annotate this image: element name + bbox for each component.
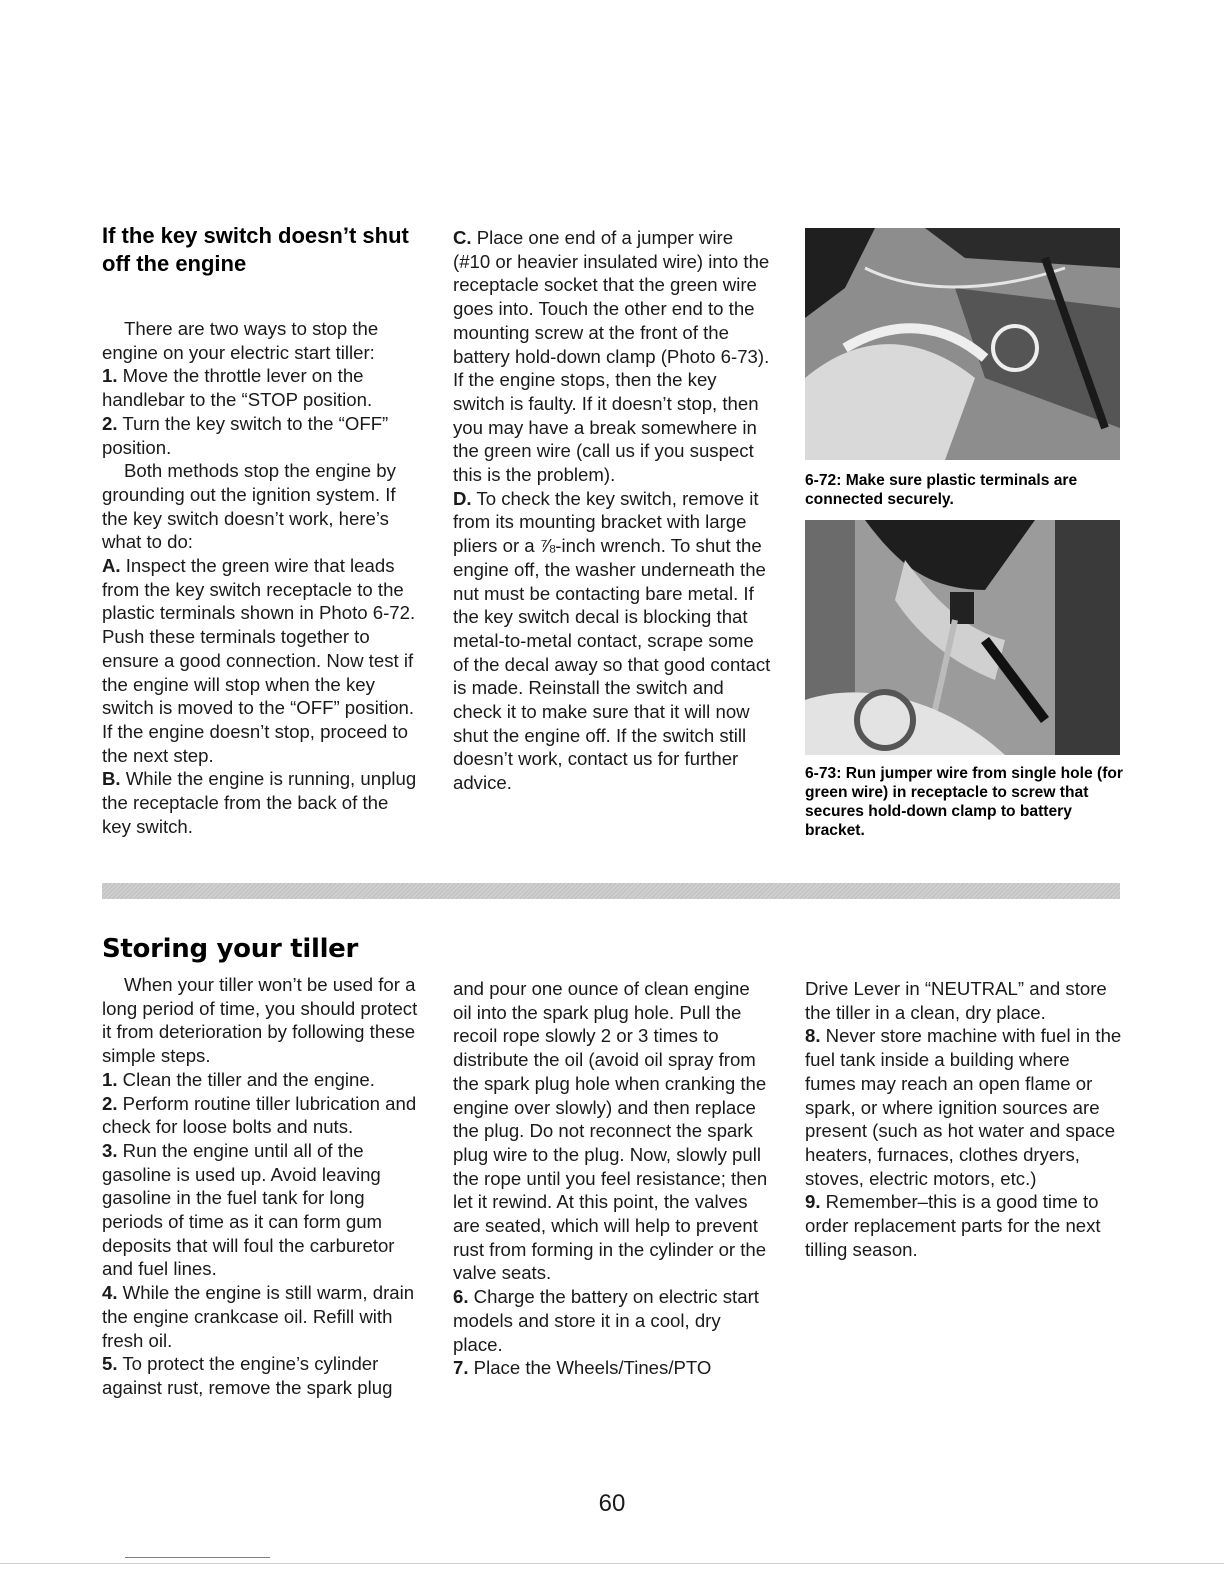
photo-6-72-image [805, 228, 1120, 460]
step-label: 1. [102, 365, 118, 387]
paragraph-text: Move the throttle lever on the handlebar to the “STOP position. [102, 365, 373, 411]
section2-col3-body [805, 977, 1123, 1261]
paragraph [102, 1281, 420, 1352]
step-label: 2. [102, 412, 118, 434]
step-label: B. [102, 768, 121, 790]
section1-col2-body [453, 226, 771, 795]
section2-heading: Storing your tiller [102, 934, 359, 964]
paragraph-text: Never store machine with fuel in the fuel tank inside a building where fumes may reach an open flame or spark, or where ignition sources are present (such as hot water and space heaters, furnaces, clothes dryers, stoves, electric motors, etc.) [805, 1025, 1122, 1189]
paragraph [453, 977, 771, 1285]
photo-6-72-caption [805, 471, 1125, 509]
step-label: C. [453, 227, 472, 248]
paragraph-text: Drive Lever in “NEUTRAL” and store the tiller in a clean, dry place. [805, 978, 1107, 1023]
footer-rule [0, 1563, 1224, 1564]
photo-6-73-caption-text: 6-73: Run jumper wire from single hole (for green wire) in receptacle to screw that secures hold-down clamp to battery bracket. [805, 765, 1123, 839]
step-label: 7. [453, 1357, 469, 1379]
paragraph-text: Run the engine until all of the gasoline is used up. Avoid leaving gasoline in the fuel tank for long periods of time as it can form gum deposits that will foul the carburetor and fuel lines. [102, 1139, 395, 1280]
section2-col1-body [102, 973, 420, 1400]
section2-col2 [453, 977, 771, 1380]
section2-col3 [805, 977, 1123, 1261]
photo-6-72-caption-text: 6-72: Make sure plastic terminals are connected securely. [805, 472, 1078, 508]
paragraph [805, 1024, 1123, 1190]
paragraph [453, 226, 771, 487]
paragraph-text: Remember–this is a good time to order replacement parts for the next tilling season. [805, 1191, 1101, 1260]
paragraph-text: To check the key switch, remove it from its mounting bracket with large pliers or a ⅞-inch wrench. To shut the engine off, the washer underneath the nut must be contacting bare metal. If the key switch decal is blocking that metal-to-metal contact, scrape some of the decal away so that good contact is made. Reinstall the switch and check it to make sure that it will now shut the engine off. If the switch still doesn’t work, contact us for further advice. [453, 487, 771, 794]
paragraph-text: Both methods stop the engine by grounding out the ignition system. If the key switch doesn’t work, here’s what to do: [102, 460, 396, 553]
paragraph [805, 1190, 1123, 1261]
paragraph-text: Charge the battery on electric start models and store it in a cool, dry place. [453, 1286, 759, 1355]
paragraph [805, 977, 1123, 1024]
step-label: 9. [805, 1191, 821, 1213]
paragraph-text: Inspect the green wire that leads from the key switch receptacle to the plastic terminals shown in Photo 6-72. Push these terminals together to ensure a good connection. Now test if the engine will stop when the key switch is moved to the “OFF” position. If the engine doesn’t stop, proceed to the next step. [102, 555, 416, 766]
photo-6-72 [805, 228, 1120, 460]
step-label: 2. [102, 1092, 118, 1114]
paragraph [102, 767, 420, 838]
section2-col1 [102, 973, 420, 1400]
paragraph [102, 1092, 420, 1139]
step-label: A. [102, 555, 121, 577]
step-label: 5. [102, 1353, 118, 1375]
paragraph [102, 1068, 420, 1092]
paragraph [453, 1356, 771, 1380]
paragraph [102, 317, 420, 364]
paragraph-text: Place the Wheels/Tines/PTO [468, 1357, 712, 1379]
paragraph [453, 1285, 771, 1356]
paragraph [102, 364, 420, 411]
section-divider [102, 883, 1120, 899]
paragraph [102, 459, 420, 554]
paragraph-text: Place one end of a jumper wire (#10 or heavier insulated wire) into the receptacle socket that the green wire goes into. Touch the other end to the mounting screw at the front of the battery hold-down clamp (Photo 6-73). If the engine stops, then the key switch is faulty. If it doesn’t stop, then you may have a break somewhere in the green wire (call us if you suspect this is the problem). [453, 227, 770, 486]
paragraph-text: To protect the engine’s cylinder against rust, remove the spark plug [102, 1353, 393, 1398]
paragraph [102, 1352, 420, 1399]
step-label: 3. [102, 1139, 118, 1161]
step-label: 8. [805, 1025, 821, 1047]
section2-col2-body [453, 977, 771, 1380]
step-label: 4. [102, 1282, 118, 1304]
paragraph [102, 412, 420, 459]
photo-6-73 [805, 520, 1120, 755]
section1-col2 [453, 226, 771, 795]
paragraph-text: While the engine is still warm, drain the engine crankcase oil. Refill with fresh oil. [102, 1282, 415, 1351]
footer-accent-rule [125, 1557, 270, 1558]
paragraph [102, 1139, 420, 1281]
photo-6-73-caption [805, 764, 1125, 840]
paragraph-text: Perform routine tiller lubrication and check for loose bolts and nuts. [102, 1092, 417, 1138]
paragraph-text: When your tiller won’t be used for a long period of time, you should protect it from deterioration by following these simple steps. [102, 974, 418, 1067]
paragraph-text: There are two ways to stop the engine on your electric start tiller: [102, 318, 379, 363]
paragraph [453, 487, 771, 795]
step-label: D. [453, 487, 472, 509]
paragraph-text: Clean the tiller and the engine. [117, 1068, 375, 1090]
paragraph-text: While the engine is running, unplug the receptacle from the back of the key switch. [102, 768, 417, 837]
paragraph [102, 554, 420, 767]
page-number: 60 [598, 1490, 626, 1517]
step-label: 1. [102, 1068, 118, 1090]
section1-col1 [102, 222, 420, 838]
paragraph-text: and pour one ounce of clean engine oil into the spark plug hole. Pull the recoil rope slowly 2 or 3 times to distribute the oil (avoid oil spray from the spark plug hole when cranking the engine over slowly) and then replace the plug. Do not reconnect the spark plug wire to the plug. Now, slowly pull the rope until you feel resistance; then let it rewind. At this point, the valves are seated, which will help to prevent rust from forming in the cylinder or the valve seats. [453, 978, 768, 1284]
step-label: 6. [453, 1286, 469, 1308]
photo-6-73-image [805, 520, 1120, 755]
paragraph-text: Turn the key switch to the “OFF” position. [102, 412, 389, 458]
section1-heading: If the key switch doesn’t shut off the engine [102, 223, 409, 276]
paragraph [102, 973, 420, 1068]
section1-col1-body [102, 317, 420, 838]
